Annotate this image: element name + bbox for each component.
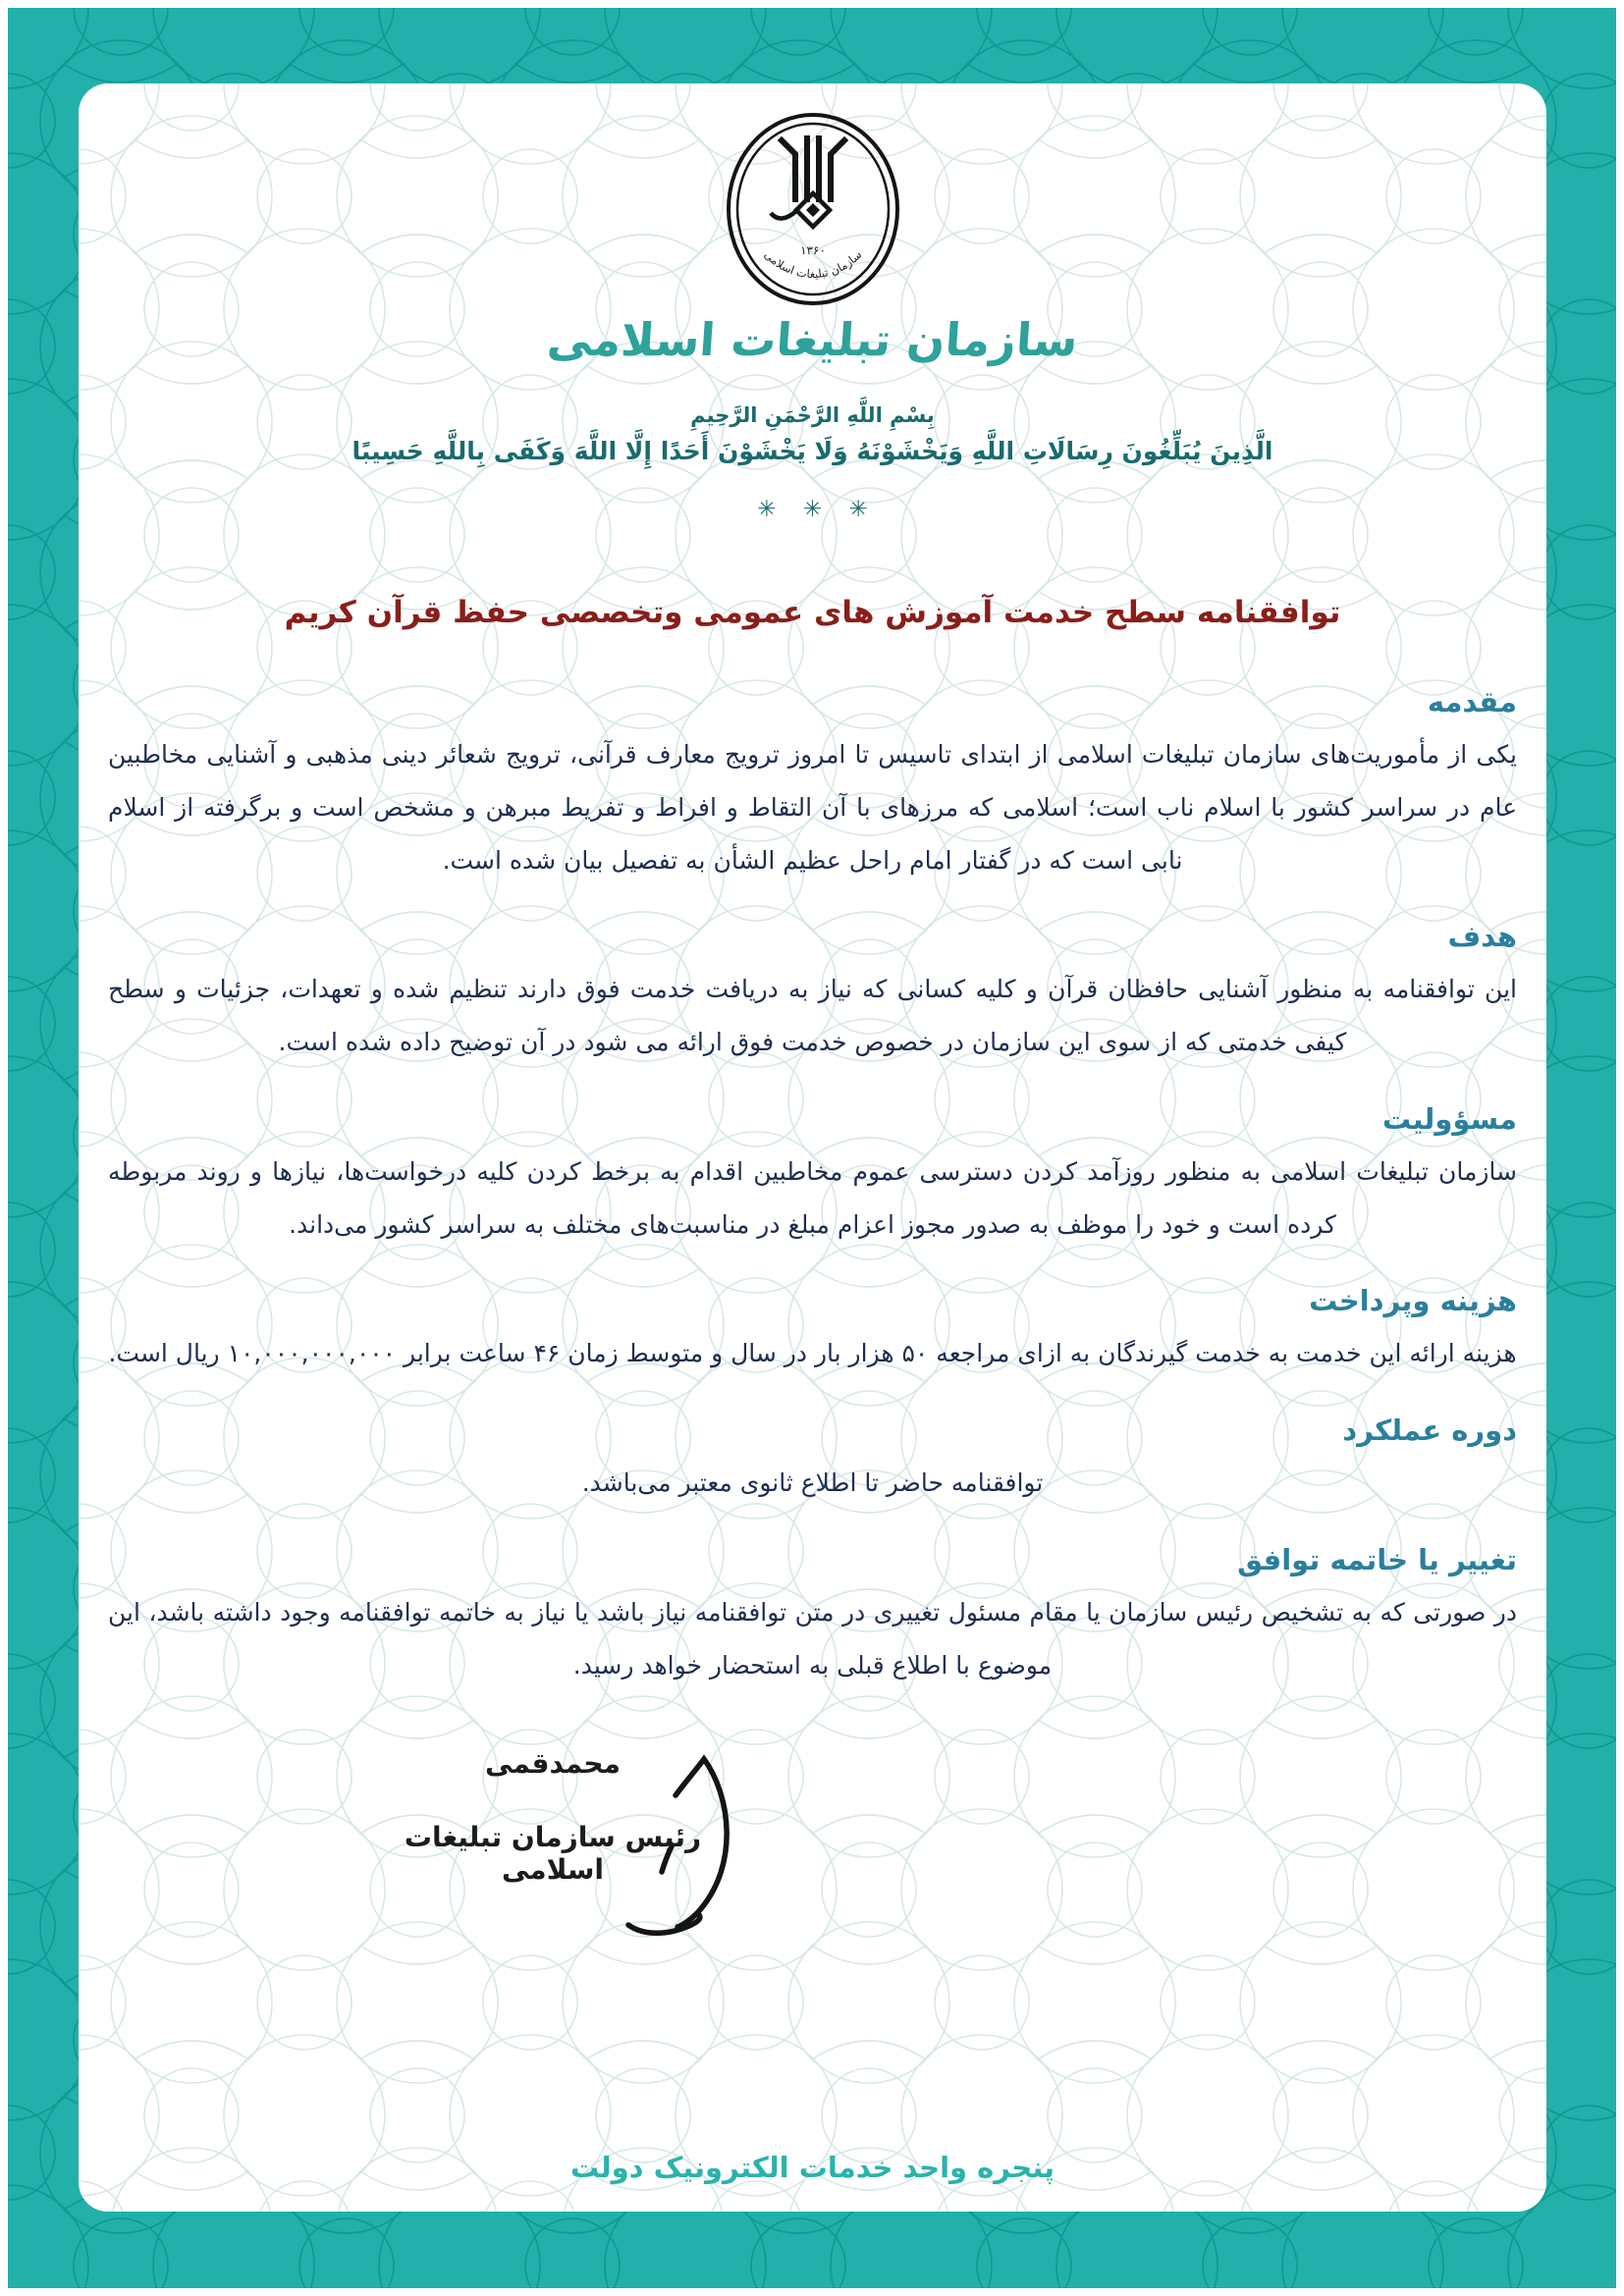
signatory-name: محمدقمی xyxy=(485,1747,621,1780)
section-body: سازمان تبلیغات اسلامی به منظور روزآمد کردن دسترسی عموم مخاطبین اقدام به برخط کردن کلیه درخواست‌ها، نیازها و روند مربوطه کرده است و خود را موظف به صدور مجوز اعزام مبلغ در مناسبت‌های مختلف به سراسر کشور می‌داند. xyxy=(108,1156,1517,1239)
kufic-allah-motif xyxy=(782,138,844,199)
emblem-arc-text: سازمان تبلیغات اسلامی xyxy=(761,247,864,282)
sections-container xyxy=(79,685,1546,1691)
document-border-frame xyxy=(8,8,1616,2288)
quran-verse-line: الَّذِينَ يُبَلِّغُونَ رِسَالَاتِ اللَّهِ وَيَخْشَوْنَهُ وَلَا يَخْشَوْنَ أَحَدًا إِلَّا اللَّهَ وَكَفَى بِاللَّهِ حَسِيبًا xyxy=(352,437,1273,465)
section-goal xyxy=(108,920,1517,1069)
section-body: در صورتی که به تشخیص رئیس سازمان یا مقام مسئول تغییری در متن توافقنامه نیاز باشد یا نیاز به خاتمه توافقنامه وجود داشته باشد، این موضوع با اطلاع قبلی به استحضار خواهد رسید. xyxy=(108,1597,1517,1680)
bismillah-line: بِسْمِ اللَّهِ الرَّحْمَنِ الرَّحِيمِ xyxy=(690,403,935,427)
ornament-asterisks: ✳ ✳ ✳ xyxy=(757,497,868,522)
organization-emblem-logo xyxy=(720,109,906,313)
signatory-title: رئیس سازمان تبلیغات اسلامی xyxy=(404,1821,702,1886)
organization-name-calligraphy: سازمان تبلیغات اسلامی xyxy=(545,313,1080,366)
section-heading: هدف xyxy=(1447,920,1517,954)
section-cost-payment xyxy=(108,1284,1517,1380)
section-body: توافقنامه حاضر تا اطلاع ثانوی معتبر می‌باشد. xyxy=(581,1468,1044,1497)
section-change-termination xyxy=(108,1543,1517,1692)
section-body: یکی از مأموریت‌های سازمان تبلیغات اسلامی از ابتدای تاسیس تا امروز ترویج معارف قرآنی، ترویج شعائر دینی مذهبی و آشنایی مخاطبین عام در سراسر کشور با اسلام ناب است؛ اسلامی که مرزهای با آن التقاط و افراط و تفریط مبرهن و مشخص است و برگرفته از اسلام نابی است که در گفتار امام راحل عظیم الشأن به تفصیل بیان شده است. xyxy=(108,740,1517,875)
section-heading: مسؤولیت xyxy=(1381,1101,1517,1136)
section-introduction xyxy=(108,685,1517,886)
section-body: این توافقنامه به منظور آشنایی حافظان قرآن و کلیه کسانی که نیاز به دریافت خدمت فوق دارند تنظیم شده و تعهدات، جزئیات و سطح کیفی خدمتی که از سوی این سازمان در خصوص خدمت فوق ارائه می شود در آن توضیح داده شده است. xyxy=(108,975,1517,1056)
section-performance-period xyxy=(108,1414,1517,1510)
section-heading: تغییر یا خاتمه توافق xyxy=(1237,1542,1517,1576)
emblem-year: ۱۳۶۰ xyxy=(799,243,826,257)
footer-portal-label: پنجره واحد خدمات الکترونیک دولت xyxy=(570,2151,1055,2184)
section-heading: دوره عملکرد xyxy=(1342,1414,1517,1447)
section-responsibility xyxy=(108,1102,1517,1252)
document-body-area xyxy=(79,83,1546,2212)
section-heading: هزینه وپرداخت xyxy=(1309,1284,1517,1318)
handwritten-signature xyxy=(609,1752,756,1968)
section-heading: مقدمه xyxy=(1427,685,1517,719)
section-body: هزینه ارائه این خدمت به خدمت گیرندگان به ازای مراجعه ۵۰ هزار بار در سال و متوسط زمان ۴۶ ساعت برابر ۱۰,۰۰۰,۰۰۰,۰۰۰ ریال است. xyxy=(108,1339,1517,1368)
document-title: توافقنامه سطح خدمت آموزش های عمومی وتخصصی حفظ قرآن کریم xyxy=(284,595,1341,630)
